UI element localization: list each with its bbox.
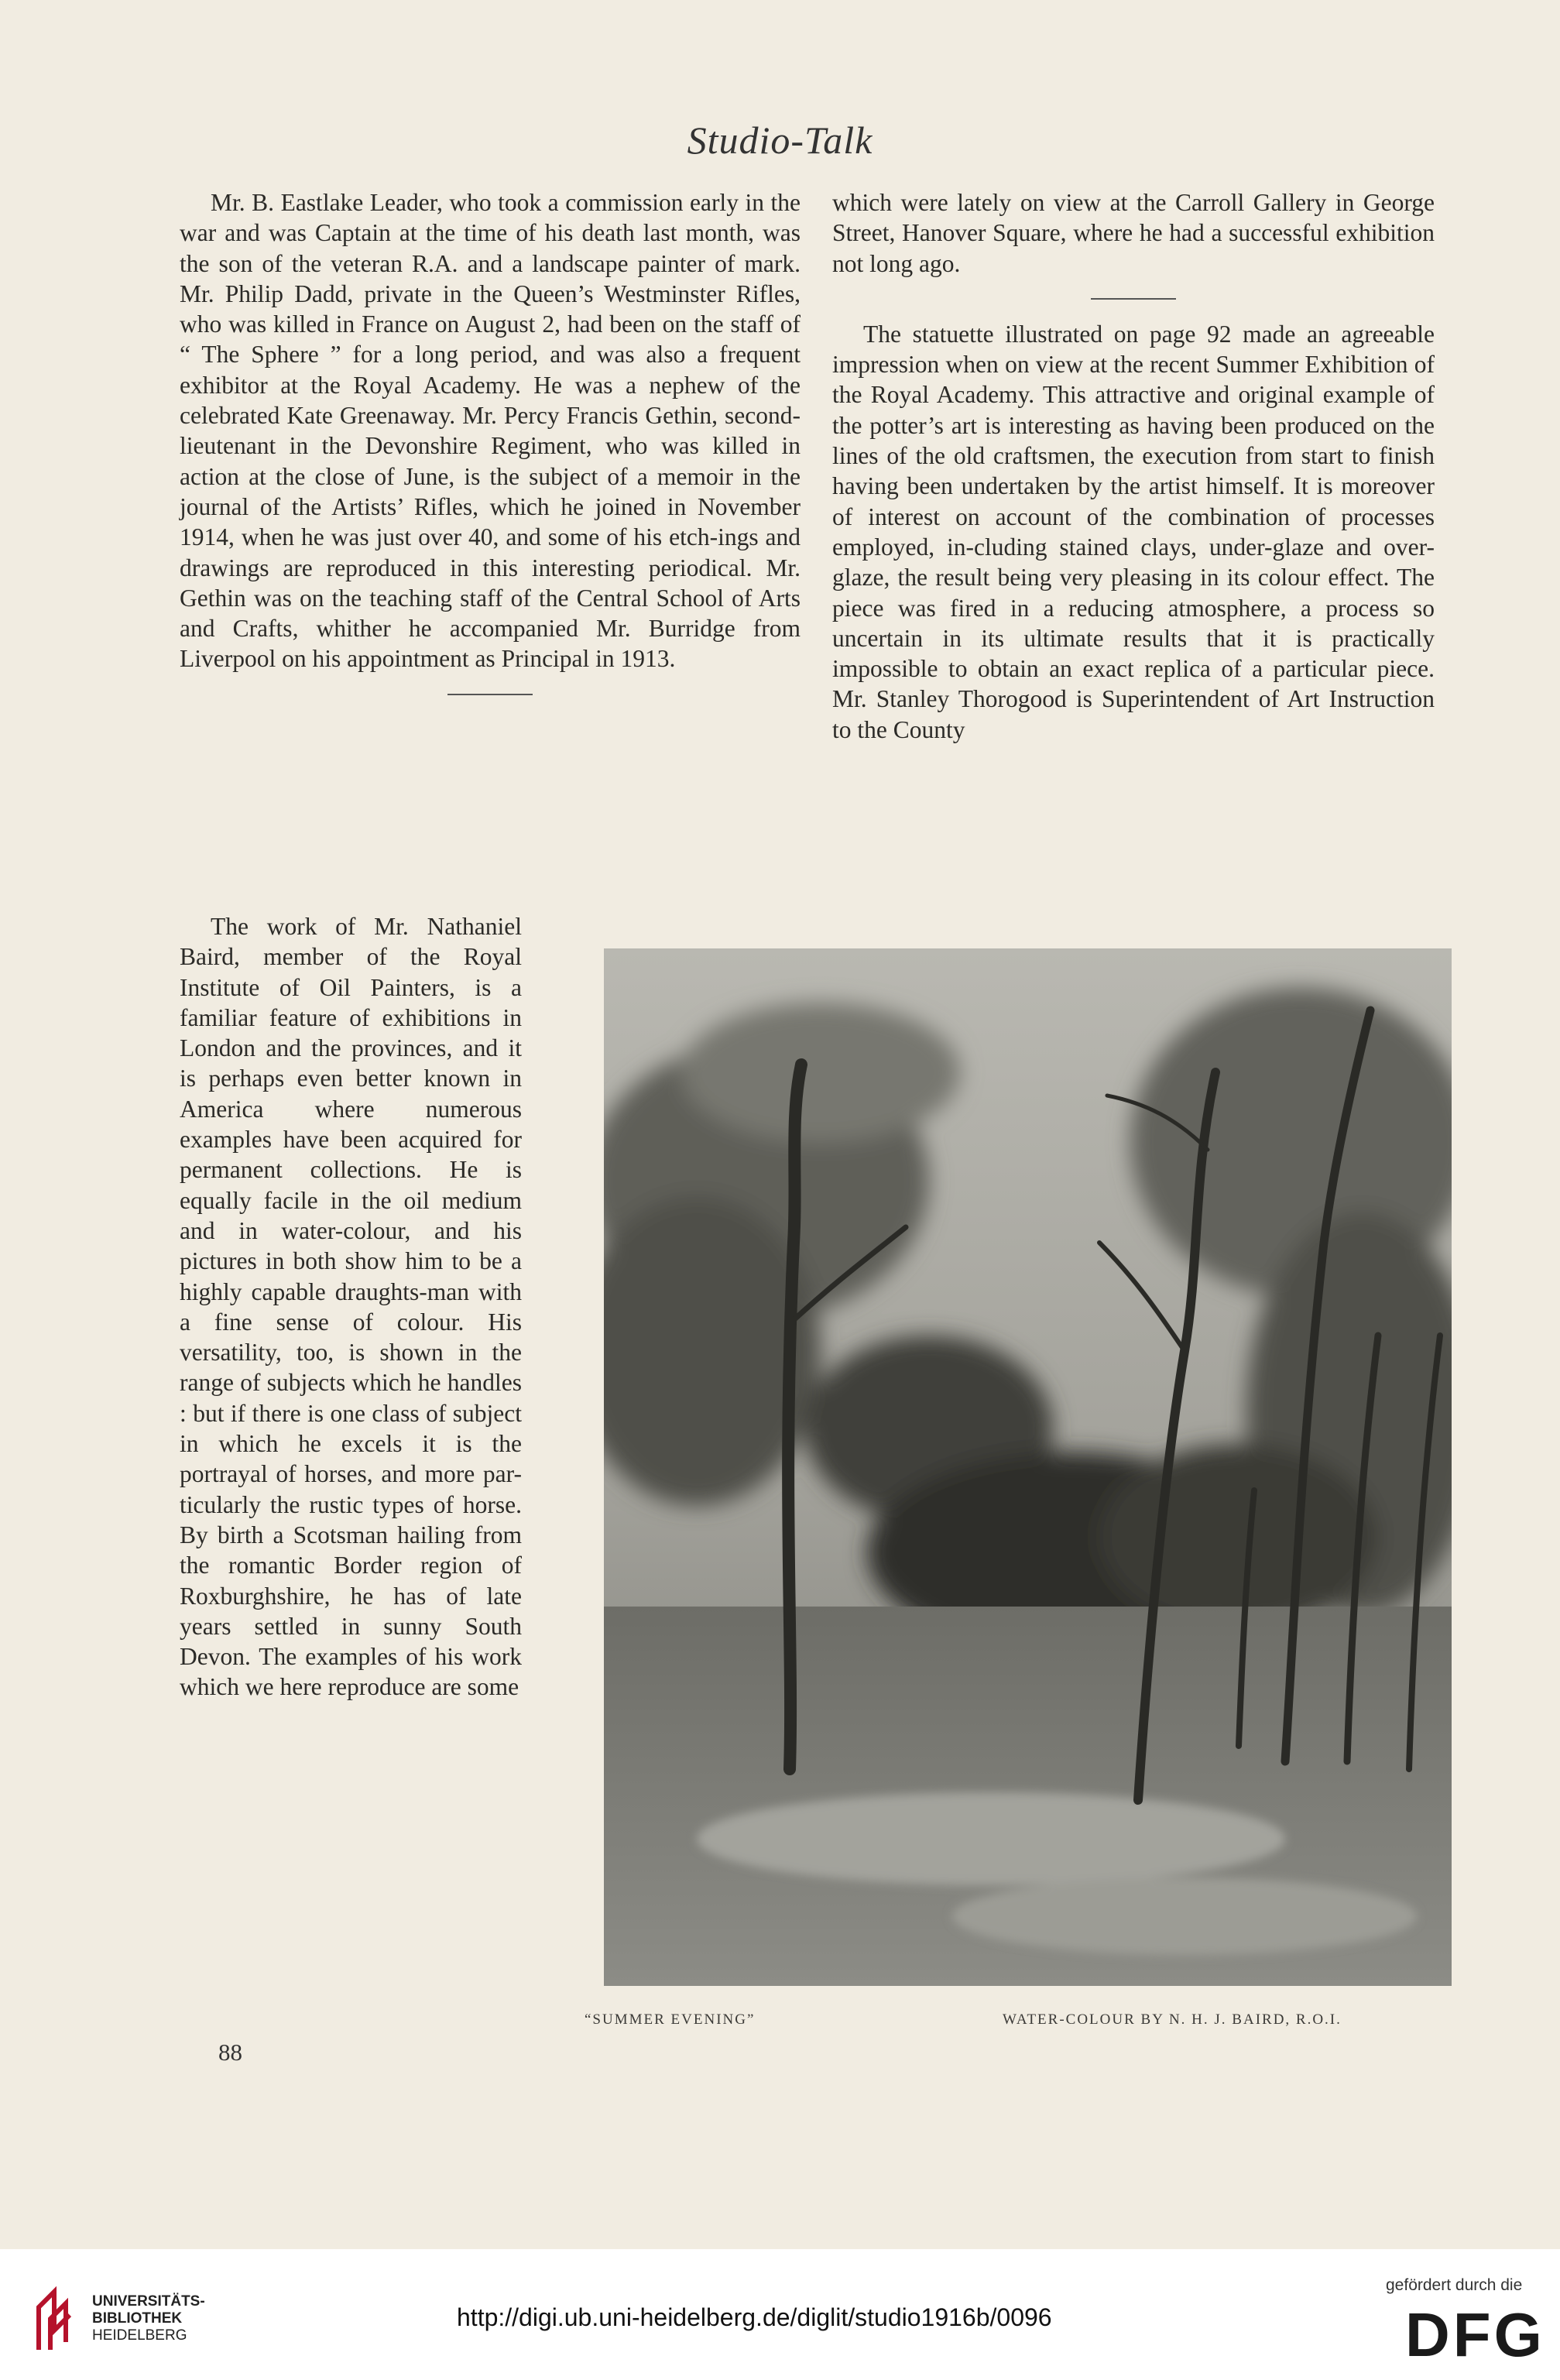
- painting-image: [604, 948, 1452, 1986]
- painting-illustration: [604, 948, 1452, 1986]
- page-number: 88: [218, 2039, 242, 2066]
- figure-caption-title: “SUMMER EVENING”: [585, 2011, 756, 2028]
- section-divider: [1091, 298, 1176, 300]
- statuette-paragraph: The statuette illustrated on page 92 made an agreeable impression when on view at the recent Summer Exhibition of the Royal Academy. This attractive and original example of the potter’s art is interesting as having been produced on the lines of the old craftsmen, the execution from start to finish having been undertaken by the artist himself. It is moreover of interest on account of the combination of processes employed, in-cluding stained clays, under-glaze and over-glaze, the result being very pleasing in its colour effect. The piece was fired in a reducing atmosphere, a process so uncertain in its ultimate results that it is practically impossible to obtain an exact replica of a particular piece. Mr. Stanley Thorogood is Superintendent of Art Instruction to the County: [832, 320, 1435, 743]
- library-logo[interactable]: [35, 2284, 205, 2354]
- baird-paragraph: The work of Mr. Nathaniel Baird, member of the Royal Institute of Oil Painters, is a familiar feature of exhibitions in London and the provinces, and it is perhaps even better known in America where numerous examples have been acquired for permanent collections. He is equally facile in the oil medium and in water-colour, and his pictures in both show him to be a highly capable draughts-man with a fine sense of colour. His versatility, too, is shown in the range of subjects which he handles : but if there is one class of subject in which he excels it is the portrayal of horses, and more par-ticularly the rustic types of horse. By birth a Scotsman hailing from the romantic Border region of Roxburghshire, he has of late years settled in sunny South Devon. The examples of his work which we here reproduce are some: [180, 913, 523, 1701]
- library-emblem-icon: [35, 2284, 81, 2354]
- library-name: UNIVERSITÄTS- BIBLIOTHEK HEIDELBERG: [92, 2293, 205, 2344]
- section-divider: [447, 694, 533, 695]
- obituary-paragraph: Mr. B. Eastlake Leader, who took a commission early in the war and was Captain at the time of his death last month, was the son of the veteran R.A. and a landscape painter of mark. Mr. Philip Dadd, private in the Queen’s Westminster Rifles, who was killed in France on August 2, had been on the staff of “ The Sphere ” for a long period, and was also a frequent exhibitor at the Royal Academy. He was a nephew of the celebrated Kate Greenaway. Mr. Percy Francis Gethin, second-lieutenant in the Devonshire Regiment, who was killed in action at the close of June, is the subject of a memoir in the journal of the Artists’ Rifles, which he joined in November 1914, when he was just over 40, and some of his etch-ings and drawings are reproduced in this interesting periodical. Mr. Gethin was on the teaching staff of the Central School of Arts and Crafts, whither he accompanied Mr. Burridge from Liverpool on his appointment as Principal in 1913.: [180, 189, 801, 673]
- right-column: [832, 187, 1435, 745]
- dfg-logo[interactable]: DFG: [1405, 2300, 1545, 2369]
- source-url-link[interactable]: http://digi.ub.uni-heidelberg.de/diglit/studio1916b/0096: [457, 2303, 1052, 2331]
- carroll-gallery-paragraph: which were lately on view at the Carroll Gallery in George Street, Hanover Square, where he had a successful exhibition not long ago.: [832, 189, 1435, 277]
- figure-caption-credit: WATER-COLOUR BY N. H. J. BAIRD, R.O.I.: [1003, 2011, 1342, 2028]
- running-title: Studio-Talk: [687, 118, 873, 162]
- narrow-column: [180, 911, 522, 1703]
- left-column: [180, 187, 801, 715]
- funded-by-label: gefördert durch die: [1386, 2276, 1523, 2294]
